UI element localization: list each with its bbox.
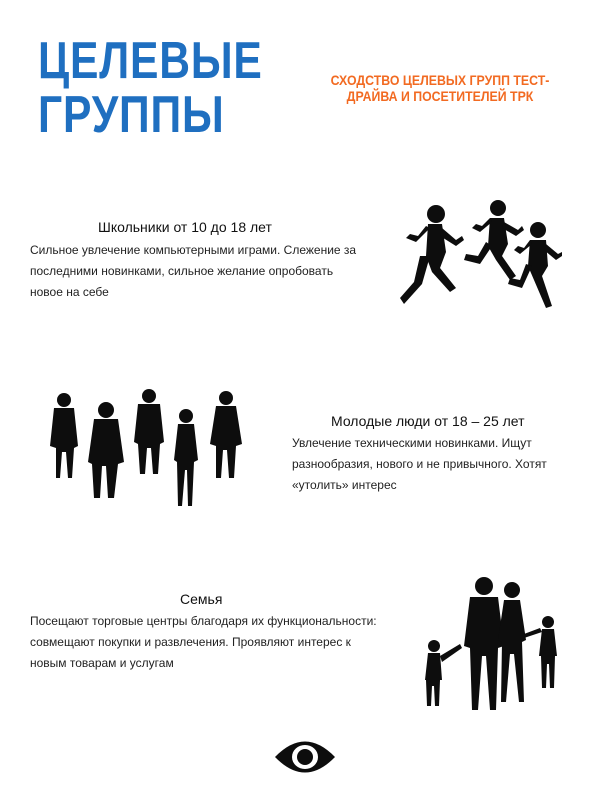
title-line-2: ГРУППЫ bbox=[38, 86, 225, 144]
section-text-young-people: Увлечение техническими новинками. Ищут разнообразия, нового и не привычного. Хотят «утолить» интерес bbox=[292, 436, 547, 492]
page-title bbox=[38, 32, 263, 144]
section-heading-family: Семья bbox=[180, 591, 223, 607]
family-walking-silhouette-icon bbox=[420, 576, 570, 718]
running-kids-silhouette-icon bbox=[396, 196, 566, 321]
section-heading-schoolchildren: Школьники от 10 до 18 лет bbox=[98, 219, 272, 235]
section-heading-young-people: Молодые люди от 18 – 25 лет bbox=[331, 413, 525, 429]
section-text-family: Посещают торговые центры благодаря их функциональности: совмещают покупки и развлечения. Проявляют интерес к новым товарам и услугам bbox=[30, 614, 377, 670]
section-text-schoolchildren: Сильное увлечение компьютерными играми. Слежение за последними новинками, сильное желание опробовать новое на себе bbox=[30, 243, 357, 299]
page-subtitle: СХОДСТВО ЦЕЛЕВЫХ ГРУПП ТЕСТ-ДРАЙВА И ПОСЕТИТЕЛЕЙ ТРК bbox=[330, 72, 550, 104]
eye-icon bbox=[273, 734, 337, 780]
title-line-1: ЦЕЛЕВЫЕ bbox=[38, 32, 263, 90]
young-people-group-silhouette-icon bbox=[48, 386, 248, 526]
